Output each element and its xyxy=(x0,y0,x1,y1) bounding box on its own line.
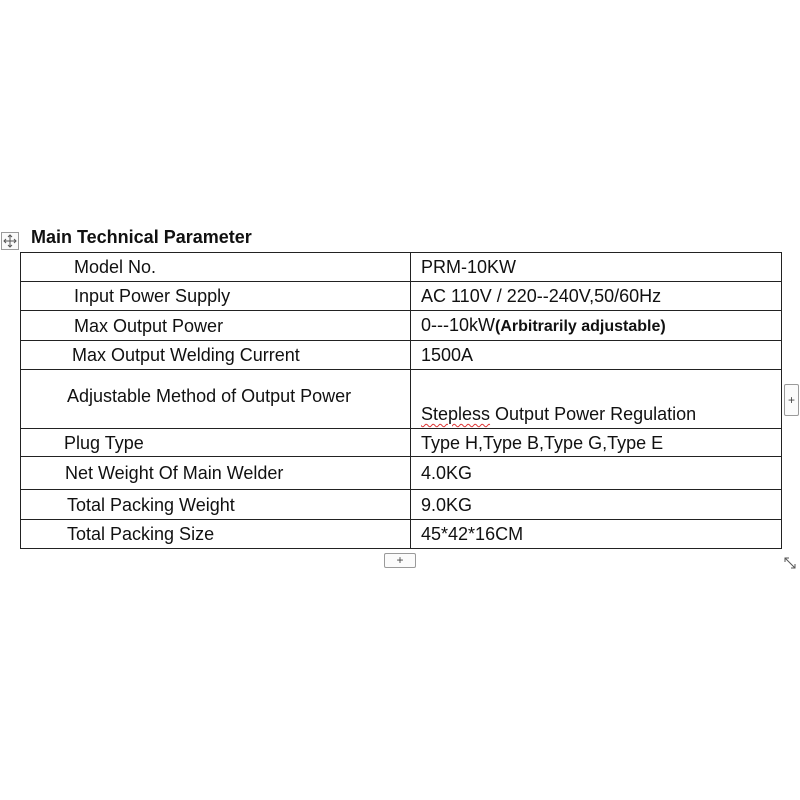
param-label[interactable] xyxy=(21,282,411,311)
param-label[interactable] xyxy=(21,429,411,457)
param-value[interactable] xyxy=(411,311,782,341)
table-row xyxy=(21,341,782,370)
four-way-arrow-icon xyxy=(2,233,18,249)
param-value[interactable] xyxy=(411,490,782,520)
param-label-text: Total Packing Size xyxy=(67,524,215,544)
param-label-text: Max Output Welding Current xyxy=(72,345,300,365)
table-row xyxy=(21,429,782,457)
param-value-text: PRM-10KW xyxy=(421,257,517,277)
param-value-spellcheck-word: Stepless xyxy=(421,404,491,424)
param-label-text: Net Weight Of Main Welder xyxy=(65,463,284,483)
table-row xyxy=(21,253,782,282)
param-value[interactable] xyxy=(411,341,782,370)
param-label-text: Input Power Supply xyxy=(74,286,231,306)
param-label-text: Max Output Power xyxy=(74,315,224,336)
param-label-text: Model No. xyxy=(74,257,157,277)
param-value-text: 0---10kW xyxy=(421,314,496,335)
add-row-button[interactable]: + xyxy=(384,553,416,568)
table-row xyxy=(21,490,782,520)
param-value[interactable] xyxy=(411,370,782,429)
param-value-note: (Arbitrarily adjustable) xyxy=(495,317,666,335)
table-row xyxy=(21,282,782,311)
param-label[interactable] xyxy=(21,370,411,429)
param-label[interactable] xyxy=(21,490,411,520)
param-value[interactable] xyxy=(411,253,782,282)
spec-table xyxy=(20,252,782,549)
param-value-text: Output Power Regulation xyxy=(490,404,697,424)
param-value[interactable] xyxy=(411,457,782,490)
table-row xyxy=(21,457,782,490)
param-label-text: Total Packing Weight xyxy=(67,494,235,515)
add-column-button[interactable]: + xyxy=(784,384,799,416)
param-label[interactable] xyxy=(21,253,411,282)
param-label[interactable] xyxy=(21,311,411,341)
param-value[interactable] xyxy=(411,282,782,311)
param-value-text: 45*42*16CM xyxy=(421,524,524,544)
param-value-text: 1500A xyxy=(421,345,474,365)
table-resize-handle[interactable] xyxy=(782,555,798,571)
param-value-text: AC 110V / 220--240V,50/60Hz xyxy=(421,286,662,306)
table-row xyxy=(21,520,782,549)
param-label-text: Plug Type xyxy=(64,432,144,453)
table-row xyxy=(21,311,782,341)
table-move-handle[interactable] xyxy=(1,232,19,250)
param-value-text: Type H,Type B,Type G,Type E xyxy=(421,432,664,453)
diagonal-resize-icon xyxy=(782,555,798,571)
param-value-text: 9.0KG xyxy=(421,494,473,515)
table-row xyxy=(21,370,782,429)
param-label-text: Adjustable Method of Output Power xyxy=(67,386,352,406)
param-label[interactable] xyxy=(21,520,411,549)
section-title: Main Technical Parameter xyxy=(31,227,252,247)
param-label[interactable] xyxy=(21,457,411,490)
param-value-text: 4.0KG xyxy=(421,463,473,483)
param-label[interactable] xyxy=(21,341,411,370)
param-value[interactable] xyxy=(411,429,782,457)
param-value[interactable] xyxy=(411,520,782,549)
